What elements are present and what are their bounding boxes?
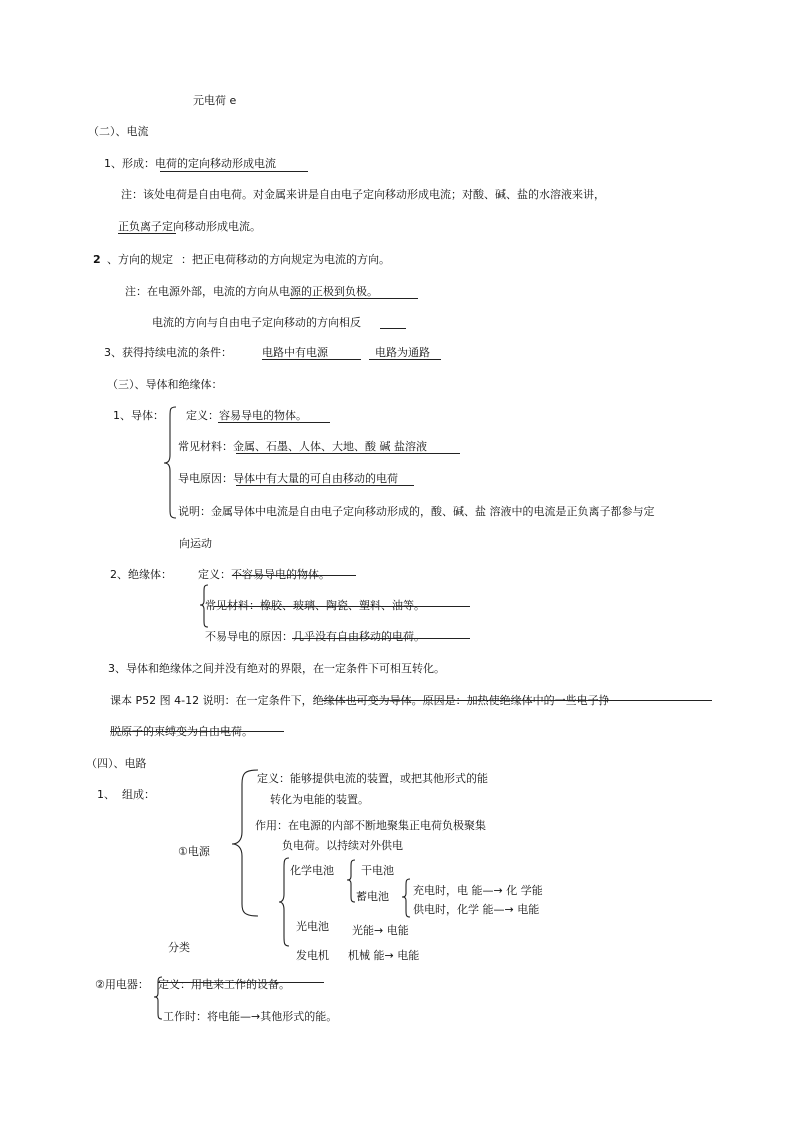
insulator-definition-strike [232,575,356,576]
textbook-note-1: 课本 P52 图 4-12 说明：在一定条件下，绝缘体也可变为导体。原因是：加热使绝缘体中的一些电子挣 [110,694,610,707]
conductor-explain-1: 说明：金属导体中电流是自由电子定向移动形成的，酸、碱、盐 溶液中的电流是正负离子都参与定 [178,505,655,518]
storage-cell-brace [400,878,412,918]
direction-note-1: 注：在电源外部，电流的方向从电源的正极到负极。 [125,285,378,298]
conductor-insulator-boundary: 3、导体和绝缘体之间并没有绝对的界限，在一定条件下可相互转化。 [108,662,445,675]
conditions-label: 3、获得持续电流的条件： [104,346,232,359]
direction-note-2-underline [380,328,406,329]
formation-underline [160,171,308,172]
conductor-label: 1、导体： [113,409,164,422]
appliance-definition: 定义：用电来工作的设备。 [158,978,290,991]
dry-cell: 干电池 [361,864,394,877]
generator: 发电机 [296,949,329,962]
source-role-2: 负电荷。以持续对外供电 [282,839,403,852]
conductor-definition-underline [218,422,330,423]
section-conductors-heading: （三）、导体和绝缘体： [107,378,223,391]
generator-conversion: 机械 能→ 电能 [348,949,420,962]
conductor-materials: 常见材料：金属、石墨、人体、大地、酸 碱 盐溶液 [178,440,427,453]
formation-note-2: 正负离子定向移动形成电流。 [118,220,261,233]
insulator-label: 2、绝缘体： [110,568,172,581]
discharging-conversion: 供电时，化学 能—→ 电能 [413,903,540,916]
conductor-reason: 导电原因：导体中有大量的可自由移动的电荷 [178,472,398,485]
insulator-materials-strike [214,606,470,607]
conductor-materials-underline [236,453,460,454]
direction-value: ：把正电荷移动的方向规定为电流的方向。 [181,253,390,266]
direction-num: 2 [93,253,101,266]
storage-cell: 蓄电池 [356,890,389,903]
composition-num: 1、 [97,788,115,801]
textbook-note-2-strike [110,731,284,732]
appliance-label: ②用电器： [95,978,149,991]
classification-brace [277,856,291,948]
formation-note-underline [118,233,176,234]
charging-conversion: 充电时，电 能—→ 化 学能 [413,884,543,897]
insulator-reason: 不易导电的原因：几乎没有自由移动的电荷。 [205,630,425,643]
conductor-reason-underline [236,485,414,486]
conductor-brace [162,405,178,520]
direction-label: 、方向的规定 [107,253,173,266]
direction-note-2: 电流的方向与自由电子定向移动的方向相反 [152,316,361,329]
source-role-1: 作用：在电源的内部不断地聚集正电荷负极聚集 [255,819,486,832]
condition-1-underline [262,359,361,360]
composition-label: 组成： [122,788,155,801]
condition-2-underline [369,359,441,360]
condition-2: 电路为通路 [375,346,430,359]
textbook-note-1-strike [322,700,712,701]
section-circuit-heading: （四）、电路 [86,757,147,770]
formation-label: 1、形成： [104,157,155,170]
source-definition-1: 定义：能够提供电流的装置，或把其他形式的能 [257,772,488,785]
classification-label: 分类 [168,941,190,954]
insulator-materials: 常见材料：橡胶、玻璃、陶瓷、塑料、油等。 [205,599,425,612]
power-source-label: ①电源 [178,845,210,858]
conductor-definition: 定义：容易导电的物体。 [186,409,307,422]
source-definition-2: 转化为电能的装置。 [270,793,369,806]
appliance-definition-strike [158,982,324,983]
elementary-charge: 元电荷 e [193,94,237,107]
conductor-explain-2: 向运动 [179,537,212,550]
insulator-reason-strike [292,638,470,639]
textbook-note-2: 脱原子的束缚变为自由电荷。 [110,725,253,738]
power-source-brace [230,768,260,918]
direction-note-1-underline [290,298,418,299]
insulator-definition: 定义：不容易导电的物体。 [198,568,330,581]
solar-cell: 光电池 [296,920,329,933]
chemical-battery: 化学电池 [290,864,334,877]
appliance-work: 工作时：将电能—→其他形式的能。 [163,1010,338,1023]
formation-note-1: 注：该处电荷是自由电荷。对金属来讲是自由电子定向移动形成电流；对酸、碱、盐的水溶液来讲， [121,188,605,201]
condition-1: 电路中有电源 [262,346,328,359]
section-current-heading: （二）、电流 [88,125,149,138]
formation-value: 电荷的定向移动形成电流 [155,157,276,170]
solar-conversion: 光能→ 电能 [352,924,409,937]
